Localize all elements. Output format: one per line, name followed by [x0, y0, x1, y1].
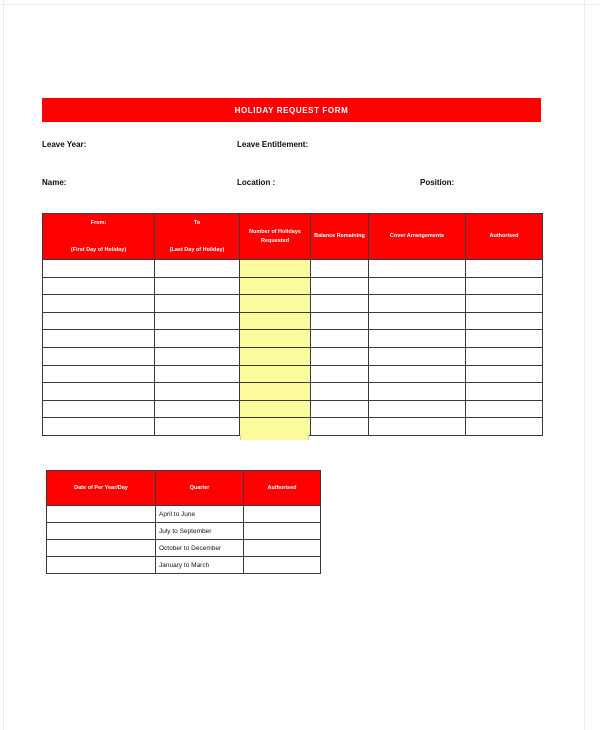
cell-to[interactable] — [155, 365, 240, 383]
cell-cover_arrangements[interactable] — [369, 260, 466, 278]
cell-balance_remaining[interactable] — [311, 330, 369, 348]
cell-balance_remaining[interactable] — [311, 260, 369, 278]
quarter-table-header-row — [47, 471, 321, 506]
holiday-table-row — [43, 365, 543, 383]
cell-to[interactable] — [155, 400, 240, 418]
quarter-table-row — [47, 540, 321, 557]
cell-balance_remaining[interactable] — [311, 400, 369, 418]
cell-balance_remaining[interactable] — [311, 365, 369, 383]
page-break-line-top — [0, 4, 600, 5]
cell-cover_arrangements[interactable] — [369, 312, 466, 330]
holiday-request-table — [42, 213, 543, 436]
header-to-subtitle: (Last Day of Holiday) — [169, 247, 225, 254]
cell-to[interactable] — [155, 330, 240, 348]
quarter-name: July to September — [156, 523, 244, 540]
cell-holidays_requested[interactable] — [240, 400, 311, 418]
holiday-table-row — [43, 260, 543, 278]
cell-holidays_requested[interactable] — [240, 330, 311, 348]
cell-from[interactable] — [43, 260, 155, 278]
cell-date-per-year-day[interactable] — [47, 523, 156, 540]
header-holidays-requested: Number of Holidays Requested — [240, 214, 311, 260]
cell-quarter-authorised[interactable] — [244, 540, 321, 557]
page-break-line-right — [584, 0, 585, 730]
header-to — [155, 214, 240, 260]
cell-from[interactable] — [43, 365, 155, 383]
holiday-table-row — [43, 383, 543, 401]
cell-authorised[interactable] — [466, 347, 543, 365]
header-date-per-year-day: Date of Per Year/Day — [47, 471, 156, 506]
cell-to[interactable] — [155, 260, 240, 278]
cell-authorised[interactable] — [466, 312, 543, 330]
cell-quarter-authorised[interactable] — [244, 557, 321, 574]
cell-authorised[interactable] — [466, 277, 543, 295]
holiday-table-row — [43, 277, 543, 295]
holiday-table-row — [43, 312, 543, 330]
cell-cover_arrangements[interactable] — [369, 400, 466, 418]
cell-authorised[interactable] — [466, 330, 543, 348]
cell-balance_remaining[interactable] — [311, 347, 369, 365]
cell-from[interactable] — [43, 312, 155, 330]
cell-cover_arrangements[interactable] — [369, 277, 466, 295]
cell-quarter-authorised[interactable] — [244, 523, 321, 540]
cell-holidays_requested[interactable] — [240, 383, 311, 401]
header-balance-remaining: Balance Remaining — [311, 214, 369, 260]
form-title: HOLIDAY REQUEST FORM — [234, 105, 349, 115]
cell-cover_arrangements[interactable] — [369, 383, 466, 401]
cell-authorised[interactable] — [466, 260, 543, 278]
location-label: Location : — [237, 178, 276, 187]
cell-to[interactable] — [155, 312, 240, 330]
cell-balance_remaining[interactable] — [311, 312, 369, 330]
header-quarter: Quarter — [156, 471, 244, 506]
header-from — [43, 214, 155, 260]
holiday-table-row — [43, 418, 543, 436]
cell-from[interactable] — [43, 383, 155, 401]
position-label: Position: — [420, 178, 455, 187]
quarter-name: April to June — [156, 506, 244, 523]
cell-to[interactable] — [155, 295, 240, 313]
cell-from[interactable] — [43, 277, 155, 295]
cell-quarter-authorised[interactable] — [244, 506, 321, 523]
cell-date-per-year-day[interactable] — [47, 540, 156, 557]
cell-authorised[interactable] — [466, 400, 543, 418]
quarter-name: October to December — [156, 540, 244, 557]
cell-from[interactable] — [43, 330, 155, 348]
quarter-table-row — [47, 523, 321, 540]
cell-to[interactable] — [155, 383, 240, 401]
header-from-title: From: — [90, 219, 107, 226]
cell-authorised[interactable] — [466, 295, 543, 313]
cell-holidays_requested[interactable] — [240, 347, 311, 365]
header-from-subtitle: (First Day of Holiday) — [70, 247, 127, 254]
leave-year-label: Leave Year: — [42, 140, 87, 149]
cell-to[interactable] — [155, 277, 240, 295]
cell-holidays_requested[interactable] — [240, 365, 311, 383]
quarter-name: January to March — [156, 557, 244, 574]
cell-to[interactable] — [155, 347, 240, 365]
page-break-line-left — [3, 0, 4, 730]
cell-authorised[interactable] — [466, 365, 543, 383]
cell-holidays_requested[interactable] — [240, 260, 311, 278]
cell-balance_remaining[interactable] — [311, 383, 369, 401]
header-authorised: Authorised — [466, 214, 543, 260]
cell-to[interactable] — [155, 418, 240, 436]
cell-balance_remaining[interactable] — [311, 295, 369, 313]
cell-from[interactable] — [43, 295, 155, 313]
holiday-table-row — [43, 295, 543, 313]
cell-date-per-year-day[interactable] — [47, 557, 156, 574]
quarter-summary-table — [46, 470, 321, 574]
holiday-table-row — [43, 347, 543, 365]
header-to-title: To — [193, 219, 201, 226]
holiday-table-header-row — [43, 214, 543, 260]
cell-from[interactable] — [43, 400, 155, 418]
cell-holidays_requested[interactable] — [240, 295, 311, 313]
cell-cover_arrangements[interactable] — [369, 418, 466, 436]
quarter-table-row — [47, 557, 321, 574]
highlight-column-overflow — [240, 435, 309, 440]
header-quarter-authorised: Authorised — [244, 471, 321, 506]
cell-holidays_requested[interactable] — [240, 312, 311, 330]
cell-holidays_requested[interactable] — [240, 277, 311, 295]
cell-authorised[interactable] — [466, 383, 543, 401]
holiday-table-row — [43, 400, 543, 418]
cell-balance_remaining[interactable] — [311, 277, 369, 295]
leave-entitlement-label: Leave Entitlement: — [237, 140, 309, 149]
cell-cover_arrangements[interactable] — [369, 330, 466, 348]
cell-balance_remaining[interactable] — [311, 418, 369, 436]
cell-cover_arrangements[interactable] — [369, 347, 466, 365]
holiday-table-row — [43, 330, 543, 348]
header-cover-arrangements: Cover Arrangements — [369, 214, 466, 260]
cell-date-per-year-day[interactable] — [47, 506, 156, 523]
cell-holidays_requested[interactable] — [240, 418, 311, 436]
cell-cover_arrangements[interactable] — [369, 295, 466, 313]
cell-from[interactable] — [43, 418, 155, 436]
quarter-table-row — [47, 506, 321, 523]
cell-authorised[interactable] — [466, 418, 543, 436]
name-label: Name: — [42, 178, 67, 187]
cell-from[interactable] — [43, 347, 155, 365]
cell-cover_arrangements[interactable] — [369, 365, 466, 383]
form-title-banner — [42, 98, 541, 122]
